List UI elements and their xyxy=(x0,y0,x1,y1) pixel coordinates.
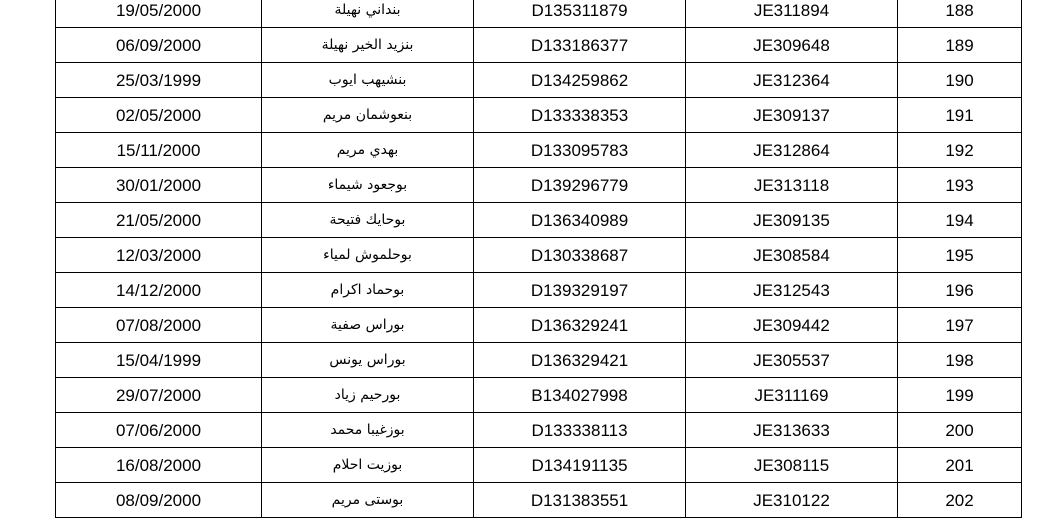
row-number-cell: 195 xyxy=(898,238,1022,273)
row-number-cell: 196 xyxy=(898,273,1022,308)
student-code-cell: JE311169 xyxy=(686,378,898,413)
student-name-cell: بوزيت احلام xyxy=(262,448,474,483)
student-code-cell: JE309442 xyxy=(686,308,898,343)
student-code-cell: JE305537 xyxy=(686,343,898,378)
national-id-cell: D136340989 xyxy=(474,203,686,238)
student-name-cell: بوراس صفية xyxy=(262,308,474,343)
student-name-cell: بنداني نهيلة xyxy=(262,0,474,28)
student-name-cell: بوراس يونس xyxy=(262,343,474,378)
student-name-cell: بوجعود شيماء xyxy=(262,168,474,203)
national-id-cell: D134259862 xyxy=(474,63,686,98)
birth-date-cell: 08/09/2000 xyxy=(56,483,262,518)
table-row xyxy=(56,238,1022,273)
birth-date-cell: 16/08/2000 xyxy=(56,448,262,483)
row-number-cell: 191 xyxy=(898,98,1022,133)
student-code-cell: JE312543 xyxy=(686,273,898,308)
student-name-cell: بوحلموش لمياء xyxy=(262,238,474,273)
student-code-cell: JE308584 xyxy=(686,238,898,273)
row-number-cell: 192 xyxy=(898,133,1022,168)
student-name-cell: بنعوشمان مريم xyxy=(262,98,474,133)
birth-date-cell: 06/09/2000 xyxy=(56,28,262,63)
national-id-cell: D133186377 xyxy=(474,28,686,63)
national-id-cell: D136329241 xyxy=(474,308,686,343)
row-number-cell: 198 xyxy=(898,343,1022,378)
student-code-cell: JE313633 xyxy=(686,413,898,448)
student-list-table xyxy=(55,0,1022,518)
row-number-cell: 201 xyxy=(898,448,1022,483)
student-code-cell: JE312864 xyxy=(686,133,898,168)
student-code-cell: JE309135 xyxy=(686,203,898,238)
table-row xyxy=(56,308,1022,343)
birth-date-cell: 07/08/2000 xyxy=(56,308,262,343)
birth-date-cell: 15/11/2000 xyxy=(56,133,262,168)
student-name-cell: بهدي مريم xyxy=(262,133,474,168)
table-row xyxy=(56,343,1022,378)
table-row xyxy=(56,98,1022,133)
national-id-cell: D133095783 xyxy=(474,133,686,168)
birth-date-cell: 14/12/2000 xyxy=(56,273,262,308)
table-row xyxy=(56,273,1022,308)
national-id-cell: D134191135 xyxy=(474,448,686,483)
national-id-cell: D135311879 xyxy=(474,0,686,28)
table-row xyxy=(56,0,1022,28)
birth-date-cell: 30/01/2000 xyxy=(56,168,262,203)
national-id-cell: D131383551 xyxy=(474,483,686,518)
birth-date-cell: 12/03/2000 xyxy=(56,238,262,273)
national-id-cell: D130338687 xyxy=(474,238,686,273)
table-row xyxy=(56,203,1022,238)
national-id-cell: D133338113 xyxy=(474,413,686,448)
student-name-cell: بوحايك فتيحة xyxy=(262,203,474,238)
national-id-cell: D139296779 xyxy=(474,168,686,203)
table-row xyxy=(56,63,1022,98)
student-name-cell: بنزيد الخير نهيلة xyxy=(262,28,474,63)
table-row xyxy=(56,133,1022,168)
student-code-cell: JE313118 xyxy=(686,168,898,203)
table-row xyxy=(56,28,1022,63)
row-number-cell: 189 xyxy=(898,28,1022,63)
student-list-table-container xyxy=(55,0,1021,518)
student-name-cell: بوستى مريم xyxy=(262,483,474,518)
row-number-cell: 202 xyxy=(898,483,1022,518)
row-number-cell: 197 xyxy=(898,308,1022,343)
row-number-cell: 188 xyxy=(898,0,1022,28)
table-row xyxy=(56,378,1022,413)
student-code-cell: JE309137 xyxy=(686,98,898,133)
row-number-cell: 193 xyxy=(898,168,1022,203)
student-code-cell: JE310122 xyxy=(686,483,898,518)
national-id-cell: D136329421 xyxy=(474,343,686,378)
row-number-cell: 190 xyxy=(898,63,1022,98)
student-name-cell: بنشيهب ايوب xyxy=(262,63,474,98)
table-row xyxy=(56,413,1022,448)
table-row xyxy=(56,448,1022,483)
birth-date-cell: 29/07/2000 xyxy=(56,378,262,413)
student-code-cell: JE308115 xyxy=(686,448,898,483)
row-number-cell: 194 xyxy=(898,203,1022,238)
student-code-cell: JE309648 xyxy=(686,28,898,63)
student-code-cell: JE312364 xyxy=(686,63,898,98)
row-number-cell: 199 xyxy=(898,378,1022,413)
birth-date-cell: 19/05/2000 xyxy=(56,0,262,28)
table-row xyxy=(56,168,1022,203)
birth-date-cell: 02/05/2000 xyxy=(56,98,262,133)
birth-date-cell: 25/03/1999 xyxy=(56,63,262,98)
table-body xyxy=(56,0,1022,518)
birth-date-cell: 07/06/2000 xyxy=(56,413,262,448)
student-name-cell: بورحيم زياد xyxy=(262,378,474,413)
birth-date-cell: 15/04/1999 xyxy=(56,343,262,378)
table-row xyxy=(56,483,1022,518)
row-number-cell: 200 xyxy=(898,413,1022,448)
student-name-cell: بوحماد اكرام xyxy=(262,273,474,308)
national-id-cell: D139329197 xyxy=(474,273,686,308)
national-id-cell: B134027998 xyxy=(474,378,686,413)
national-id-cell: D133338353 xyxy=(474,98,686,133)
student-name-cell: بوزغيبا محمد xyxy=(262,413,474,448)
student-code-cell: JE311894 xyxy=(686,0,898,28)
birth-date-cell: 21/05/2000 xyxy=(56,203,262,238)
